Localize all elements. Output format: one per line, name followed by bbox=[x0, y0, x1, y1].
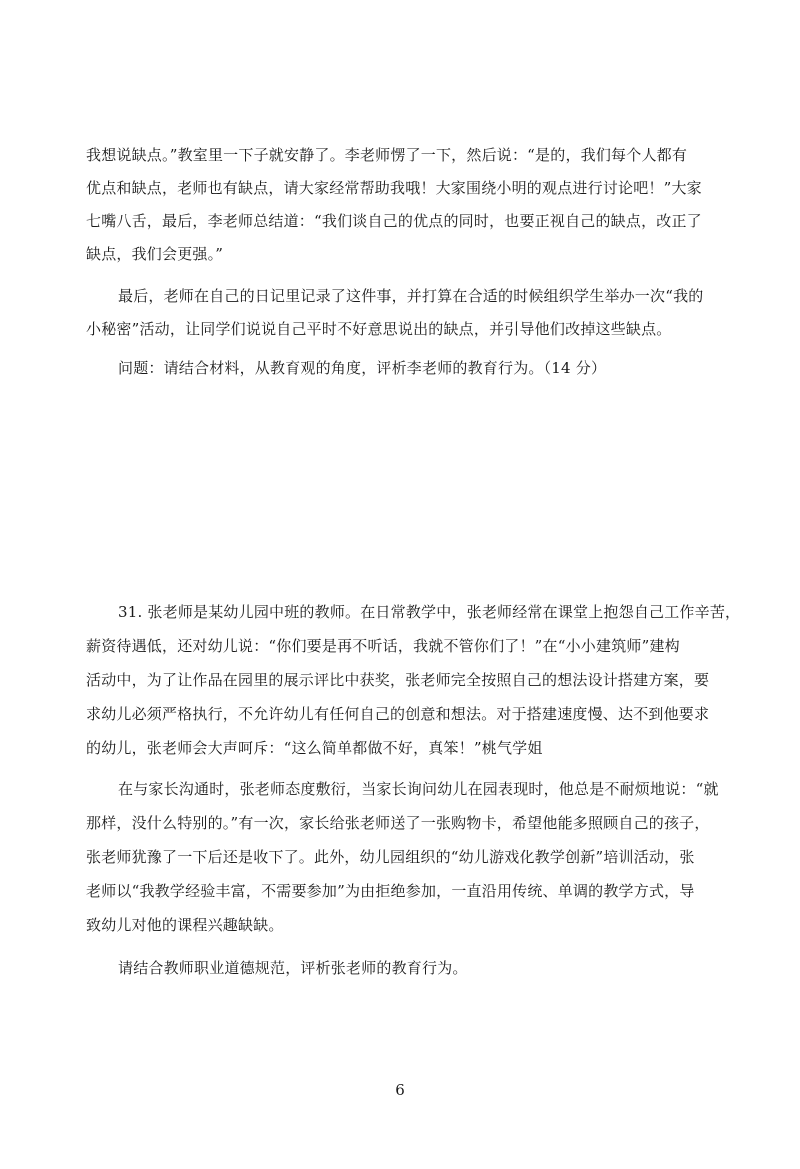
text-line: 优点和缺点，老师也有缺点，请大家经常帮助我哦！大家围绕小明的观点进行讨论吧！”大家 bbox=[86, 179, 702, 197]
text-line: 小秘密”活动，让同学们说说自己平时不好意思说出的缺点，并引导他们改掉这些缺点。 bbox=[86, 320, 672, 338]
text-line: 老师以“我教学经验丰富，不需要参加”为由拒绝参加，一直沿用传统、单调的教学方式，导 bbox=[86, 882, 695, 900]
text-line: 我想说缺点。”教室里一下子就安静了。李老师愣了一下，然后说：“是的，我们每个人都有 bbox=[86, 146, 688, 164]
text-line: 活动中，为了让作品在园里的展示评比中获奖，张老师完全按照自己的想法设计搭建方案，要 bbox=[86, 671, 710, 689]
text-line: 七嘴八舌，最后，李老师总结道：“我们谈自己的优点的同时，也要正视自己的缺点，改正了 bbox=[86, 212, 702, 230]
text-line: 那样，没什么特别的。”有一次，家长给张老师送了一张购物卡，希望他能多照顾自己的孩子， bbox=[86, 814, 710, 832]
question-prompt: 请结合教师职业道德规范，评析张老师的教育行为。 bbox=[118, 959, 468, 977]
text-line: 缺点，我们会更强。” bbox=[86, 245, 224, 263]
text-line: 最后，老师在自己的日记里记录了这件事，并打算在合适的时候组织学生举办一次“我的 bbox=[118, 287, 704, 305]
text-line: 在与家长沟通时，张老师态度敷衍，当家长询问幼儿在园表现时，他总是不耐烦地说：“就 bbox=[118, 780, 719, 798]
question-prompt: 问题：请结合材料，从教育观的角度，评析李老师的教育行为。（14 分） bbox=[118, 359, 607, 377]
text-line: 求幼儿必须严格执行，不允许幼儿有任何自己的创意和想法。对于搭建速度慢、达不到他要求 bbox=[86, 705, 710, 723]
page-number: 6 bbox=[395, 1081, 405, 1099]
question-number-line: 31. 张老师是某幼儿园中班的教师。在日常教学中，张老师经常在课堂上抱怨自己工作辛苦， bbox=[118, 603, 741, 621]
text-line: 张老师犹豫了一下后还是收下了。此外，幼儿园组织的“幼儿游戏化教学创新”培训活动，张 bbox=[86, 848, 695, 866]
text-line: 的幼儿，张老师会大声呵斥：“这么简单都做不好，真笨！”桃气学姐 bbox=[86, 739, 543, 757]
text-line: 致幼儿对他的课程兴趣缺缺。 bbox=[86, 916, 284, 934]
text-line: 薪资待遇低，还对幼儿说：“你们要是再不听话，我就不管你们了！”在“小小建筑师”建构 bbox=[86, 637, 680, 655]
